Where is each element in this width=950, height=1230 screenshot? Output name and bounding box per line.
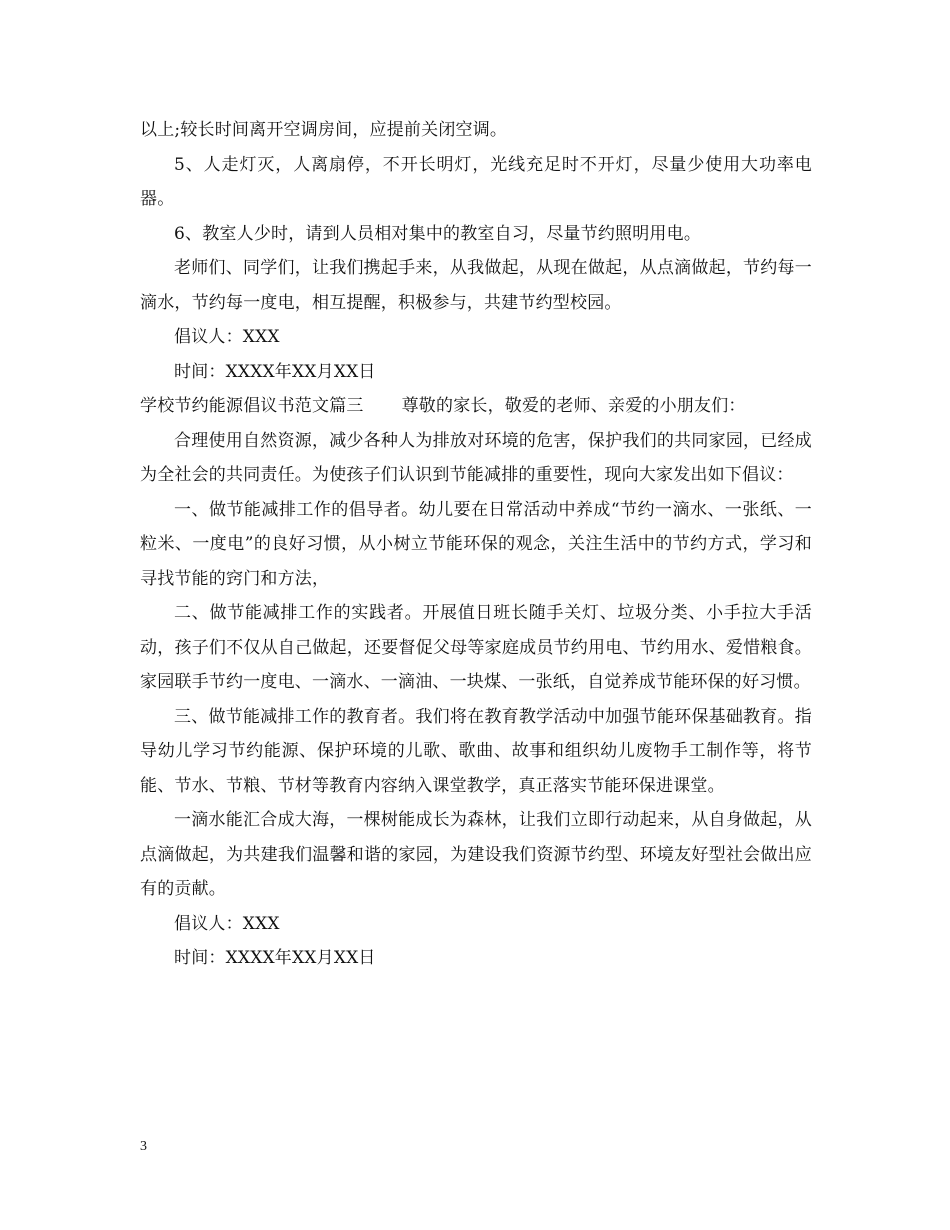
page-number: 3 [140, 1139, 147, 1154]
paragraph-6: 一、做节能减排工作的倡导者。幼儿要在日常活动中养成“节约一滴水、一张纸、一粒米、一度电”的良好习惯，从小树立节能环保的观念，关注生活中的节约方式，学习和寻找节能的窍门和方法， [140, 499, 812, 589]
paragraph-1: 以上;较长时间离开空调房间，应提前关闭空调。 [140, 120, 508, 140]
paragraph-2: 5、人走灯灭，人离扇停，不开长明灯，光线充足时不开灯，尽量少使用大功率电器。 [140, 154, 812, 209]
proposer-line-2: 倡议人：XXX [174, 913, 280, 934]
paragraph-4: 老师们、同学们，让我们携起手来，从我做起，从现在做起，从点滴做起，节约每一滴水，节约每一度电，相互提醒，积极参与，共建节约型校园。 [140, 258, 812, 313]
paragraph-7: 二、做节能减排工作的实践者。开展值日班长随手关灯、垃圾分类、小手拉大手活动，孩子们不仅从自己做起，还要督促父母等家庭成员节约用电、节约用水、爱惜粮食。家园联手节约一度电、一滴水、一滴油、一块煤、一张纸，自觉养成节能环保的好习惯。 [140, 603, 812, 692]
paragraph-3: 6、教室人少时，请到人员相对集中的教室自习，尽量节约照明用电。 [174, 223, 702, 244]
paragraph-8: 三、做节能减排工作的教育者。我们将在教育教学活动中加强节能环保基础教育。指导幼儿学习节约能源、保护环境的儿歌、歌曲、故事和组织幼儿废物手工制作等，将节能、节水、节粮、节材等教育内容纳入课堂教学，真正落实节能环保进课堂。 [140, 706, 812, 796]
paragraph-5: 合理使用自然资源，减少各种人为排放对环境的危害，保护我们的共同家园，已经成为全社会的共同责任。为使孩子们认识到节能减排的重要性，现向大家发出如下倡议： [140, 430, 812, 485]
section-title: 学校节约能源倡议书范文篇三 [140, 396, 364, 416]
paragraph-9: 一滴水能汇合成大海，一棵树能成长为森林，让我们立即行动起来，从自身做起，从点滴做起，为共建我们温馨和谐的家园，为建设我们资源节约型、环境友好型社会做出应有的贡献。 [140, 810, 812, 899]
date-line-2: 时间：XXXX年XX月XX日 [174, 948, 376, 968]
section-greeting: 尊敬的家长，敬爱的老师、亲爱的小朋友们： [401, 396, 746, 416]
document-body [140, 113, 812, 976]
date-line: 时间：XXXX年XX月XX日 [174, 361, 376, 382]
section-heading-line [140, 389, 812, 424]
proposer-line: 倡议人：XXX [174, 327, 280, 347]
